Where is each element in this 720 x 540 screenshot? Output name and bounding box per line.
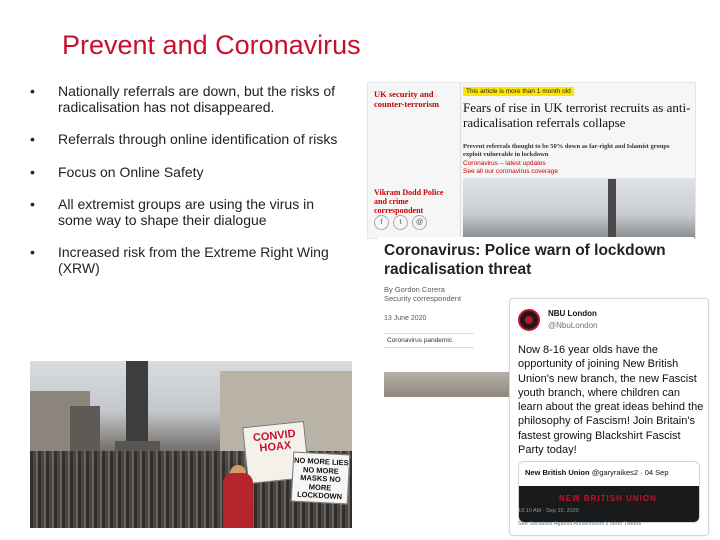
bullet-marker: • [30,163,35,180]
bullet-marker: • [30,83,35,99]
building-left-dark [70,406,100,456]
bbc-author-name: By Gordon Corera [384,285,445,294]
bullet-item [30,84,345,115]
facebook-icon[interactable]: f [374,215,389,230]
bbc-byline [384,285,461,303]
bullet-item [30,245,345,276]
guardian-link[interactable]: Coronavirus – latest updates [463,160,546,167]
nelsons-column [126,361,148,451]
twitter-icon[interactable]: t [393,215,408,230]
tweet-text: Now 8-16 year olds have the opportunity of joining New British Union's new branch, the new Fascist youth branch, where children can learn about the great ideas behind the philosophy of Fascism! Join Britain's fastest growing Blackshirt Fascist Party today! [518,344,704,457]
guardian-author: Vikram Dodd Police and crime correspondent [374,188,444,215]
nelsons-column-silhouette [608,179,616,239]
slide-title: Prevent and Coronavirus [62,30,361,60]
bbc-headline: Coronavirus: Police warn of lockdown radicalisation threat [384,242,666,278]
guardian-age-badge: This article is more than 1 month old [463,87,574,96]
bullet-marker: • [30,131,35,147]
guardian-article-clipping [367,82,696,239]
bullet-list [30,84,345,293]
bullet-item [30,132,345,148]
bullet-text: Nationally referrals are down, but the risks of radicalisation has not disappeared. [58,83,336,115]
guardian-headline: Fears of rise in UK terrorist recruits as anti-radicalisation referrals collapse [463,100,691,130]
bullet-text: All extremist groups are using the virus in some way to shape their dialogue [58,196,314,228]
bullet-text: Focus on Online Safety [58,163,204,180]
bullet-marker: • [30,196,35,212]
guardian-social-links [374,215,427,230]
tweet-retweet-info[interactable]: See Socialists Against Antisemitism's other Tweets [518,521,642,527]
guardian-photo [463,178,695,238]
guardian-sidebar [368,83,461,238]
protest-sign-lockdown: NO MORE LIES NO MORE MASKS NO MORE LOCKDOWN [291,452,351,505]
avatar[interactable] [518,309,540,331]
protest-photo [30,361,352,528]
tweet-author-name[interactable]: NBU London [548,309,597,318]
guardian-standfirst: Prevent referrals thought to be 50% down as far-right and Islamist groups exploit vulnerable in lockdown [463,143,670,158]
quoted-tweet-image [519,486,699,522]
guardian-section-label: UK security and counter-terrorism [374,89,440,109]
tweet-card [509,298,709,536]
bullet-text: Referrals through online identification of risks [58,131,338,147]
quoted-tweet-author: New British Union @garyraikes2 · 04 Sep [525,468,669,477]
bullet-text: Increased risk from the Extreme Right Wing (XRW) [58,244,329,276]
tweet-timestamp: 10:10 AM · Sep 15, 2020 [518,508,579,514]
bullet-marker: • [30,244,35,260]
bullet-item [30,165,345,181]
protester-figure [223,473,253,528]
guardian-link[interactable]: See all our coronavirus coverage [463,168,559,175]
quoted-tweet-image-text: NEW BRITISH UNION [559,494,657,503]
email-icon[interactable]: @ [412,215,427,230]
guardian-main [463,83,695,238]
bbc-author-role: Security correspondent [384,294,462,303]
protest-sign-hoax: CONVID HOAX [242,421,310,484]
tweet-author-handle[interactable]: @NbuLondon [548,321,598,330]
guardian-related-links [463,160,558,176]
bbc-topic-tag[interactable]: Coronavirus pandemic [384,333,474,348]
bbc-photo [384,372,509,397]
bullet-item [30,197,345,228]
bbc-date: 13 June 2020 [384,315,427,322]
